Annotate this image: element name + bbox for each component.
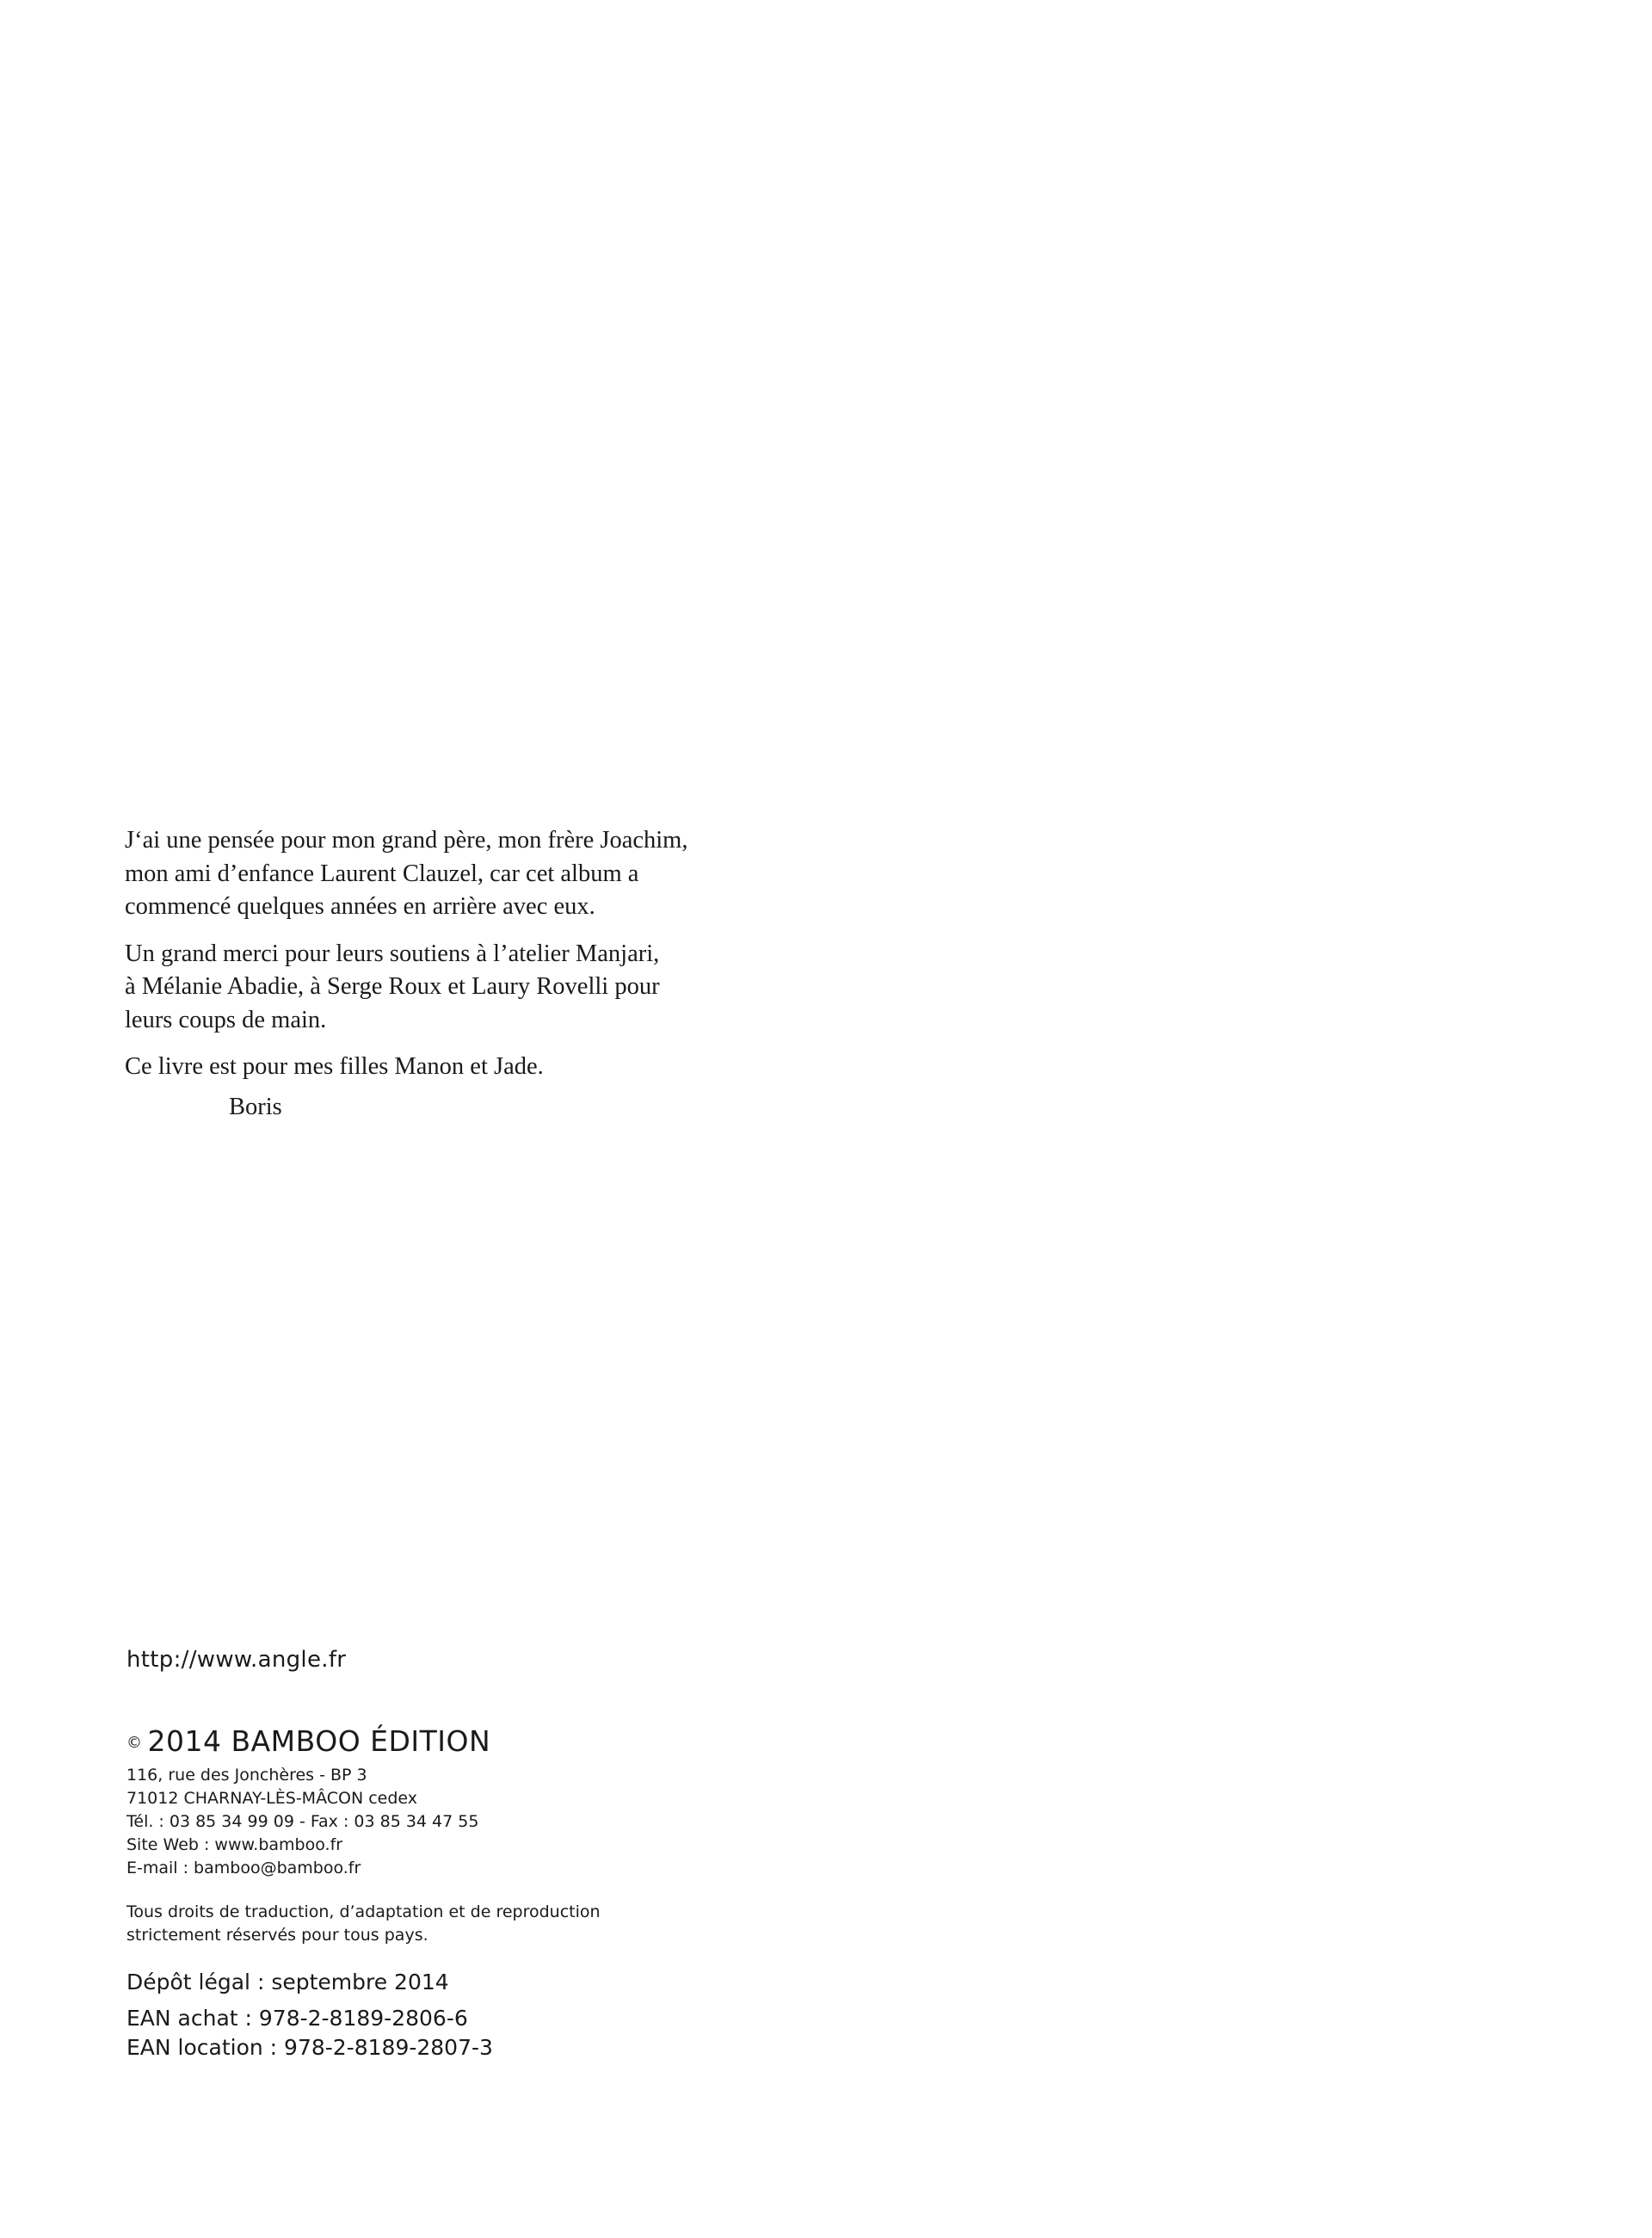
dedication-line: Ce livre est pour mes filles Manon et Jade. (125, 1053, 544, 1080)
dedication-text (125, 824, 779, 1124)
dedication-line: J‘ai une pensée pour mon grand père, mon frère Joachim, (125, 827, 688, 854)
ean-rental: EAN location : 978-2-8189-2807-3 (126, 2035, 493, 2060)
copyright-symbol: © (126, 1734, 143, 1752)
dedication-line: commencé quelques années en arrière avec eux. (125, 893, 595, 920)
website-url: http://www.angle.fr (126, 1647, 347, 1673)
dedication-line: leurs coups de main. (125, 1006, 327, 1033)
dedication-line: Un grand merci pour leurs soutiens à l’atelier Manjari, (125, 940, 660, 967)
legal-deposit: Dépôt légal : septembre 2014 (126, 1970, 449, 1994)
phone-fax-line: Tél. : 03 85 34 99 09 - Fax : 03 85 34 47 55 (126, 1812, 479, 1831)
address-line: 71012 CHARNAY-LÈS-MÂCON cedex (126, 1789, 418, 1808)
email-line: E-mail : bamboo@bamboo.fr (126, 1859, 361, 1877)
rights-line: strictement réservés pour tous pays. (126, 1926, 428, 1945)
copyright-text: 2014 BAMBOO ÉDITION (147, 1724, 491, 1758)
rights-line: Tous droits de traduction, d’adaptation et de reproduction (126, 1902, 601, 1921)
ean-purchase: EAN achat : 978-2-8189-2806-6 (126, 2006, 468, 2031)
dedication-line: mon ami d’enfance Laurent Clauzel, car cet album a (125, 860, 639, 887)
publisher-imprint (126, 1724, 601, 2062)
rights-notice (126, 1901, 601, 1947)
copyright-line (126, 1724, 601, 1760)
website-line: Site Web : www.bamboo.fr (126, 1835, 343, 1854)
signature: Boris (229, 1093, 282, 1120)
dedication-line: à Mélanie Abadie, à Serge Roux et Laury Rovelli pour (125, 973, 660, 1000)
address-line: 116, rue des Jonchères - BP 3 (126, 1766, 367, 1785)
publisher-address (126, 1764, 601, 1880)
